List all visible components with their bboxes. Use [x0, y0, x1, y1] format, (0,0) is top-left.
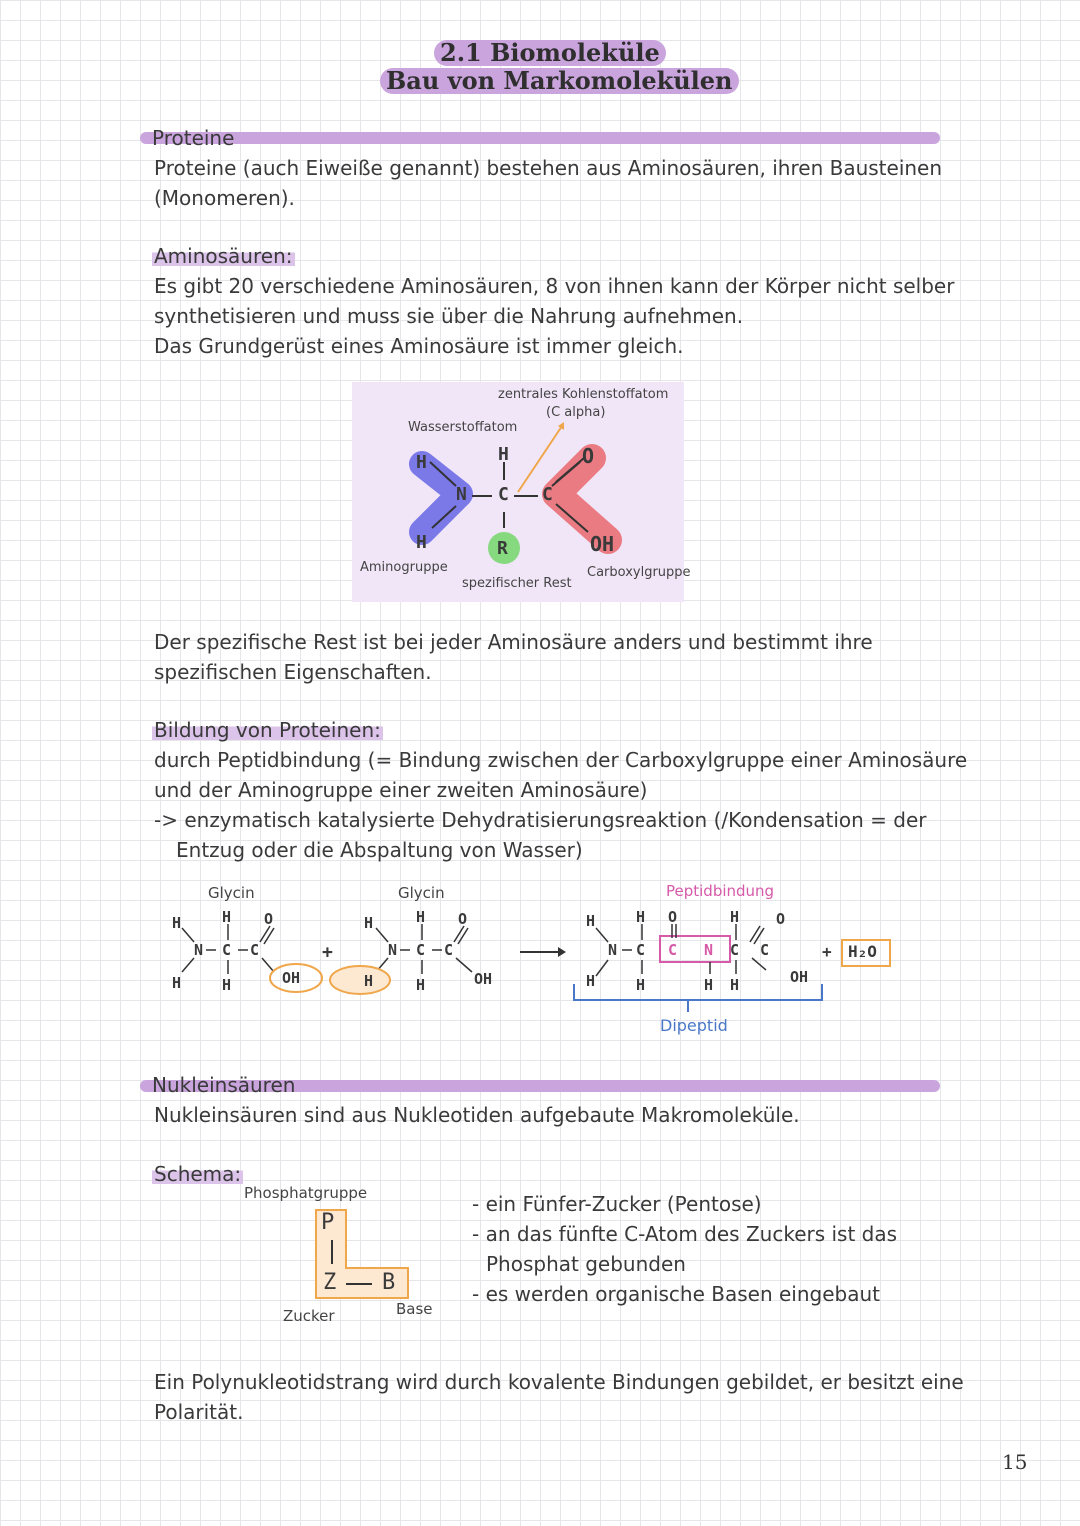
section-bar-proteine — [140, 132, 940, 144]
poly-text-1: Ein Polynukleotidstrang wird durch kovalente Bindungen gebildet, er besitzt eine — [154, 1370, 964, 1394]
label-dipeptid: Dipeptid — [660, 1016, 728, 1035]
atom-label: OH — [790, 968, 809, 986]
atom-label: OH — [474, 970, 493, 988]
aminosaeuren-text-1: Es gibt 20 verschiedene Aminosäuren, 8 von ihnen kann der Körper nicht selber — [154, 274, 955, 298]
page-subtitle: Bau von Markomolekülen — [380, 68, 739, 94]
atom-label: N — [388, 941, 398, 959]
atom-oh: OH — [590, 532, 615, 556]
h-highlight — [330, 966, 390, 994]
schema-bullet-3: - es werden organische Basen eingebaut — [472, 1282, 881, 1306]
section-heading-proteine: Proteine — [152, 126, 235, 150]
page-number: 15 — [1002, 1450, 1028, 1474]
atom-c-central: C — [498, 484, 509, 505]
atom-label: H — [222, 908, 232, 926]
atom-label: C — [730, 941, 740, 959]
atom-label: O — [776, 910, 786, 928]
bildung-text-2: und der Aminogruppe einer zweiten Aminosäure) — [154, 778, 648, 802]
plus-sign: + — [322, 942, 333, 963]
atom-label: C — [636, 941, 646, 959]
schema-bullet-2: - an das fünfte C-Atom des Zuckers ist das — [472, 1222, 898, 1246]
atom-label: H — [416, 976, 426, 994]
atom-label: N — [608, 941, 618, 959]
rest-text-2: spezifischen Eigenschaften. — [154, 660, 432, 684]
atom-label: O — [458, 910, 468, 928]
label-central-carbon: zentrales Kohlenstoffatom — [498, 387, 669, 402]
atom-label: C — [416, 941, 426, 959]
atom-h-amino-top: H — [416, 452, 427, 473]
amino-group-shape — [422, 464, 460, 532]
label-phosphatgruppe: Phosphatgruppe — [244, 1184, 368, 1202]
atom-label: C — [222, 941, 232, 959]
label-spezifischer-rest: spezifischer Rest — [462, 576, 572, 591]
atom-label: O — [668, 908, 678, 926]
atom-o: O — [582, 444, 595, 468]
heading-schema: Schema: — [154, 1162, 242, 1186]
bildung-text-1: durch Peptidbindung (= Bindung zwischen der Carboxylgruppe einer Aminosäure — [154, 748, 968, 772]
atom-label: OH — [282, 969, 301, 987]
rest-text-1: Der spezifische Rest ist bei jeder Aminosäure anders und bestimmt ihre — [154, 630, 873, 654]
aminosaeuren-text-3: Das Grundgerüst eines Aminosäure ist immer gleich. — [154, 334, 684, 358]
heading-aminosaeuren: Aminosäuren: — [154, 244, 293, 268]
page-title: 2.1 Biomoleküle — [434, 40, 666, 66]
atom-c-carboxyl: C — [542, 484, 553, 505]
atom-label: H — [364, 972, 374, 990]
atom-label: H — [172, 974, 182, 992]
bildung-text-4: Entzug oder die Abspaltung von Wasser) — [176, 838, 583, 862]
proteine-text-2: (Monomeren). — [154, 186, 295, 210]
water-label: H₂O — [848, 942, 877, 961]
plus-sign-2: + — [822, 942, 832, 961]
bildung-text-3: -> enzymatisch katalysierte Dehydratisierungsreaktion (/Kondensation = der — [154, 808, 927, 832]
atom-label: C — [250, 941, 260, 959]
symbol-base: B — [382, 1270, 396, 1295]
atom-label: H — [636, 908, 646, 926]
atom-label: H — [172, 914, 182, 932]
atom-label: H — [416, 908, 426, 926]
section-heading-nukleinsaeuren: Nukleinsäuren — [152, 1073, 296, 1097]
label-glycin-1: Glycin — [208, 884, 255, 902]
proteine-text-1: Proteine (auch Eiweiße genannt) bestehen aus Aminosäuren, ihren Bausteinen — [154, 156, 943, 180]
atom-label: H — [364, 914, 374, 932]
atom-n: N — [456, 484, 467, 505]
atom-label: H — [704, 976, 714, 994]
label-peptidbindung: Peptidbindung — [666, 882, 775, 900]
atom-label: H — [586, 972, 596, 990]
symbol-zucker: Z — [323, 1270, 337, 1295]
atom-h-amino-bottom: H — [416, 532, 427, 553]
atom-label: C — [444, 941, 454, 959]
atom-label: C — [668, 941, 678, 959]
label-c-alpha: (C alpha) — [546, 405, 606, 420]
atom-label: O — [264, 910, 274, 928]
atom-label: H — [730, 908, 740, 926]
amino-acid-diagram — [352, 382, 691, 602]
peptide-reaction-diagram — [160, 880, 900, 1040]
atom-label: H — [586, 912, 596, 930]
symbol-phosphat: P — [321, 1210, 335, 1235]
atom-label: N — [704, 941, 714, 959]
nukleinsaeuren-text: Nukleinsäuren sind aus Nukleotiden aufgebaute Makromoleküle. — [154, 1103, 800, 1127]
atom-label: N — [194, 941, 204, 959]
atom-label: H — [730, 976, 740, 994]
label-aminogruppe: Aminogruppe — [360, 560, 448, 575]
atom-label: C — [760, 941, 770, 959]
label-base: Base — [396, 1300, 433, 1318]
label-zucker: Zucker — [283, 1307, 335, 1325]
poly-text-2: Polarität. — [154, 1400, 244, 1424]
label-hydrogen-atom: Wasserstoffatom — [408, 420, 518, 435]
aminosaeuren-text-2: synthetisieren und muss sie über die Nahrung aufnehmen. — [154, 304, 744, 328]
atom-label: H — [222, 976, 232, 994]
nucleotide-schema — [312, 1206, 422, 1302]
atom-label: H — [636, 976, 646, 994]
label-carboxylgruppe: Carboxylgruppe — [587, 565, 691, 580]
label-glycin-2: Glycin — [398, 884, 445, 902]
schema-bullet-1: - ein Fünfer-Zucker (Pentose) — [472, 1192, 762, 1216]
schema-bullet-2b: Phosphat gebunden — [486, 1252, 686, 1276]
dipeptid-bracket — [574, 984, 822, 1000]
heading-bildung: Bildung von Proteinen: — [154, 718, 381, 742]
atom-r: R — [497, 538, 508, 559]
atom-h-top: H — [498, 444, 509, 465]
